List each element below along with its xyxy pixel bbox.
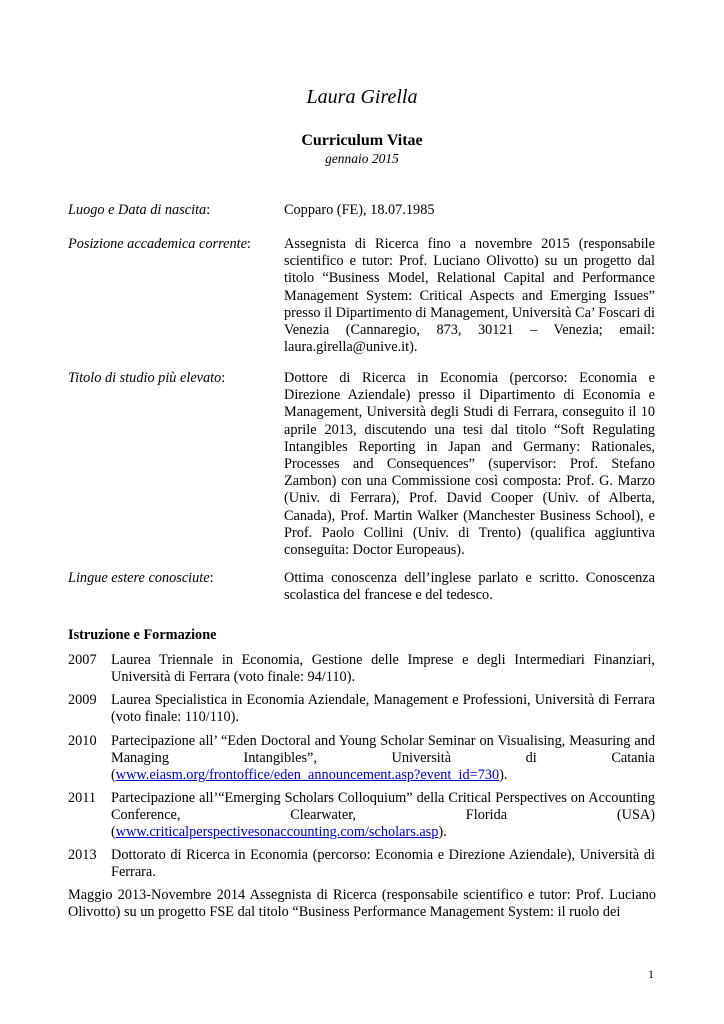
education-text: Laurea Triennale in Economia, Gestione delle Imprese e degli Intermediari Finanziari, Università di Ferrara (voto finale: 94/110). xyxy=(111,652,655,686)
info-label: Luogo e Data di nascita xyxy=(68,202,207,218)
info-value: Dottore di Ricerca in Economia (percorso: Economia e Direzione Aziendale) presso il Dipartimento di Economia e Management, Università degli Studi di Ferrara, conseguito il 10 aprile 2013, discutendo una tesi dal titolo “Soft Regulating Intangibles Reporting in Japan and Germany: Rationales, Processes and Consequences” (supervisor: Prof. Stefano Zambon) con una Commissione così composta: Prof. G. Marzo (Univ. di Ferrara), Prof. David Cooper (Univ. of Alberta, Canada), Prof. Martin Walker (Manchester Business School), e Prof. Paolo Collini (Univ. di Trento) (qualifica aggiuntiva conseguita: Doctor Europeaus). xyxy=(284,370,655,559)
eiasm-link[interactable]: www.eiasm.org/frontoffice/eden_announcement.asp?event_id=730 xyxy=(115,767,500,784)
critical-perspectives-link[interactable]: www.criticalperspectivesonaccounting.com/scholars.asp xyxy=(115,824,439,841)
info-label: Titolo di studio più elevato xyxy=(68,370,222,386)
education-year: 2011 xyxy=(68,790,97,806)
document-title: Curriculum Vitae xyxy=(301,132,423,149)
body-paragraph: Maggio 2013-Novembre 2014 Assegnista di Ricerca (responsabile scientifico e tutor: Prof. Luciano Olivotto) su un progetto FSE dal titolo “Business Performance Management System: il ruolo dei xyxy=(68,887,656,921)
education-year: 2013 xyxy=(68,847,97,863)
info-value: Assegnista di Ricerca fino a novembre 2015 (responsabile scientifico e tutor: Prof. Luciano Olivotto) su un progetto dal titolo “Business Model, Relational Capital and Performance Management System: Critical Aspects and Emerging Issues” presso il Dipartimento di Management, Università Ca’ Foscari di Venezia (Cannaregio, 873, 30121 – Venezia; email: laura.girella@unive.it). xyxy=(284,236,655,356)
education-text: Laurea Specialistica in Economia Aziendale, Management e Professioni, Università di Ferrara (voto finale: 110/110). xyxy=(111,692,655,726)
education-text: Partecipazione all’“Emerging Scholars Colloquium” della Critical Perspectives on Accounting Conference, Clearwater, Florida (USA) ( xyxy=(111,790,655,841)
education-text-end: ). xyxy=(438,824,447,841)
info-value: Copparo (FE), 18.07.1985 xyxy=(284,202,435,218)
education-text: Partecipazione all’ “Eden Doctoral and Young Scholar Seminar on Visualising, Measuring and Managing Intangibles”, Università di Catania ( xyxy=(111,733,655,784)
education-year: 2010 xyxy=(68,733,97,749)
education-year: 2009 xyxy=(68,692,97,708)
education-text: Dottorato di Ricerca in Economia (percorso: Economia e Direzione Aziendale), Università di Ferrara. xyxy=(111,847,655,881)
info-value: Ottima conoscenza dell’inglese parlato e scritto. Conoscenza scolastica del francese e del tedesco. xyxy=(284,570,655,604)
candidate-name: Laura Girella xyxy=(306,86,418,108)
section-heading-education: Istruzione e Formazione xyxy=(68,627,217,643)
education-text-end: ). xyxy=(499,767,508,784)
document-date: gennaio 2015 xyxy=(325,151,399,166)
info-label: Lingue estere conosciute xyxy=(68,570,210,586)
education-year: 2007 xyxy=(68,652,97,668)
page-number: 1 xyxy=(648,967,654,981)
info-label: Posizione accademica corrente xyxy=(68,236,247,252)
